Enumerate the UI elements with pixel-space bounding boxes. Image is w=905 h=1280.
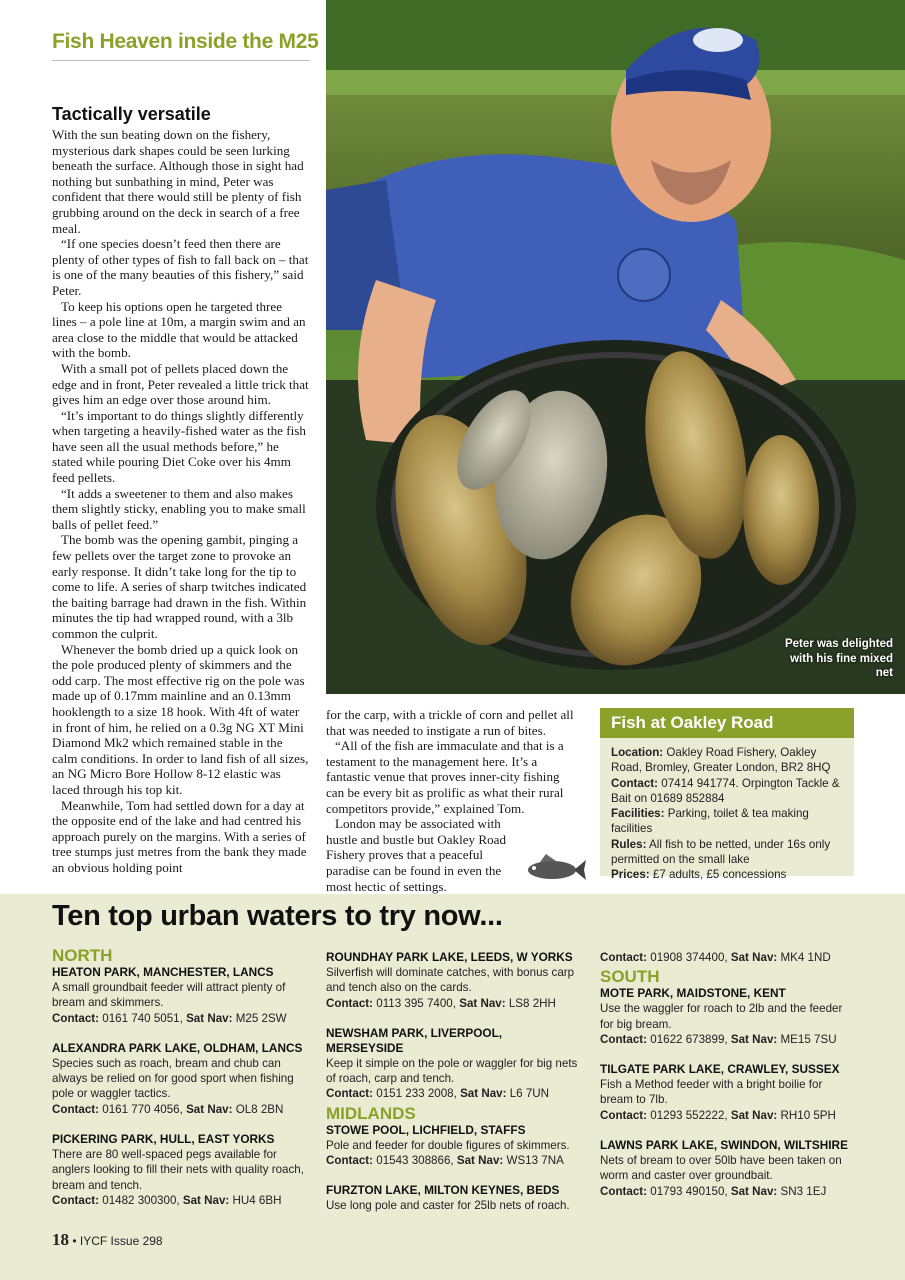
water-description: Species such as roach, bream and chub can always be relied on for good sport when fishing pole or waggler tactics. — [52, 1056, 294, 1101]
article-paragraph: for the carp, with a trickle of corn and pellet all that was needed to instigate a run of bites. — [326, 707, 574, 738]
contact-number: 01908 374400 — [650, 951, 725, 964]
location-value: Oakley Road Fishery, Oakley Road, Bromley, Greater London, BR2 8HQ — [611, 746, 831, 775]
water-name: TILGATE PARK LAKE, CRAWLEY, SUSSEX — [600, 1062, 840, 1077]
water-contact: Contact: 0161 770 4056, Sat Nav: OL8 2BN — [52, 1102, 284, 1116]
region-heading-south: SOUTH — [600, 967, 660, 987]
water-contact: Contact: 01622 673899, Sat Nav: ME15 7SU — [600, 1032, 837, 1046]
satnav-label: Sat Nav: — [186, 1011, 233, 1025]
waters-column-3 — [600, 950, 855, 1214]
water-description: Fish a Method feeder with a bright boilie for bream to 7lb. — [600, 1078, 823, 1107]
page-footer — [52, 1230, 163, 1250]
article-paragraph: The bomb was the opening gambit, pinging a few pellets over the target zone to provoke an early response. It didn’t take long for the tip to come to life. A series of sharp twitches indicated the baiting barrage had drawn in the fish. Within minutes the tip had wrapped round, with a 3lb common the culprit. — [52, 532, 307, 641]
contact-number: 01482 300300 — [102, 1193, 177, 1207]
water-contact: Contact: 0113 395 7400, Sat Nav: LS8 2HH — [326, 996, 556, 1010]
contact-label: Contact: — [326, 996, 374, 1010]
article-paragraph: Meanwhile, Tom had settled down for a day at the opposite end of the lake and had centred his approach purely on the margins. With a series of tree stumps just metres from the bank they made an obvious holding point — [52, 797, 307, 875]
issue-label: IYCF Issue 298 — [79, 1234, 163, 1248]
water-name: FURZTON LAKE, MILTON KEYNES, BEDS — [326, 1183, 560, 1198]
facilities-value: Parking, toilet & tea making facilities — [611, 807, 809, 836]
article-paragraph: “It’s important to do things slightly differently when targeting a heavily-fished water as the fish have seen all the usual methods before,” he stated while pouring Diet Coke over his 4mm feed pellets. — [52, 407, 306, 486]
region-heading-midlands: MIDLANDS — [326, 1103, 416, 1123]
water-name: ROUNDHAY PARK LAKE, LEEDS, W YORKS — [326, 950, 573, 964]
contact-label: Contact: — [326, 1154, 374, 1168]
satnav-code: ME15 7SU — [780, 1032, 837, 1046]
water-name: PICKERING PARK, HULL, EAST YORKS — [52, 1132, 275, 1147]
page-number: 18 — [52, 1230, 69, 1249]
prices-value: £7 adults, £5 concessions — [652, 868, 787, 882]
contact-number: 01622 673899 — [650, 1032, 725, 1046]
water-description: Use long pole and caster for 25lb nets of roach. — [326, 1199, 570, 1213]
water-contact: Contact: 01908 374400, Sat Nav: MK4 1ND — [600, 951, 831, 964]
article-heading: Tactically versatile — [52, 104, 211, 124]
satnav-code: L6 7UN — [509, 1087, 550, 1101]
rules-value: All fish to be netted, under 16s only permitted on the small lake — [611, 837, 831, 867]
water-description: A small groundbait feeder will attract plenty of bream and skimmers. — [52, 981, 286, 1010]
article-paragraph: To keep his options open he targeted three lines – a pole line at 10m, a margin swim and an area close to the middle that would be attacked with the bomb. — [52, 298, 306, 361]
contact-label: Contact: — [600, 1032, 648, 1046]
water-contact: Contact: 01293 552222, Sat Nav: RH10 5PH — [600, 1108, 836, 1122]
water-description: Silverfish will dominate catches, with bonus carp and tench also on the cards. — [326, 966, 575, 995]
contact-number: 0161 770 4056 — [102, 1102, 180, 1116]
contact-value: 07414 941774. Orpington Tackle & Bait on 01689 852884 — [611, 776, 840, 805]
satnav-code: RH10 5PH — [780, 1108, 836, 1122]
article-paragraph: “It adds a sweetener to them and also makes them slightly sticky, enabling you to make small balls of pellet feed.” — [52, 485, 306, 532]
urban-waters-title: Ten top urban waters to try now... — [52, 900, 503, 932]
satnav-label: Sat Nav: — [459, 996, 506, 1010]
fish-end-icon — [522, 852, 588, 886]
water-contact: Contact: 01482 300300, Sat Nav: HU4 6BH — [52, 1193, 282, 1207]
footer-bullet: • — [72, 1234, 77, 1248]
water-contact: Contact: 01543 308866, Sat Nav: WS13 7NA — [326, 1154, 564, 1168]
satnav-label: Sat Nav: — [186, 1102, 233, 1116]
article-left-column — [52, 104, 309, 876]
water-name: ALEXANDRA PARK LAKE, OLDHAM, LANCS — [52, 1040, 303, 1055]
section-title: Fish Heaven inside the M25 — [52, 30, 319, 53]
article-paragraph: “If one species doesn’t feed then there are plenty of other types of fish to fall back on – that is one of the many beauties of this fishery,” said Peter. — [52, 236, 309, 298]
water-name: MOTE PARK, MAIDSTONE, KENT — [600, 986, 786, 1001]
water-name: HEATON PARK, MANCHESTER, LANCS — [52, 965, 274, 979]
satnav-label: Sat Nav: — [182, 1193, 230, 1207]
water-description: Use the waggler for roach to 2lb and the feeder for big bream. — [600, 1002, 843, 1031]
satnav-label: Sat Nav: — [730, 951, 778, 964]
satnav-code: OL8 2BN — [235, 1102, 284, 1116]
waters-column-1 — [52, 947, 307, 1223]
satnav-code: WS13 7NA — [506, 1154, 564, 1168]
contact-number: 0113 395 7400 — [376, 996, 453, 1010]
water-description: There are 80 well-spaced pegs available for anglers looking to fill their nets with quality roach, bream and tench. — [52, 1148, 304, 1192]
satnav-code: MK4 1ND — [780, 951, 831, 964]
contact-number: 0151 233 2008 — [376, 1087, 454, 1101]
satnav-code: SN3 1EJ — [780, 1184, 827, 1198]
article-paragraph: With a small pot of pellets placed down the edge and in front, Peter revealed a little trick that gives him an edge over those around him. — [52, 360, 309, 408]
header-divider — [52, 60, 310, 61]
water-name: NEWSHAM PARK, LIVERPOOL, MERSEYSIDE — [326, 1025, 503, 1055]
contact-label: Contact: — [326, 1087, 374, 1101]
satnav-code: LS8 2HH — [508, 996, 556, 1010]
contact-label: Contact: — [600, 1108, 648, 1122]
article-paragraph: Whenever the bomb dried up a quick look on the pole produced plenty of skimmers and the odd carp. The most effective rig on the pole was made up of 0.17mm mainline and an 0.13mm hooklength to a size 18 hook. With 4ft of water in front of him, he relied on a 0.3g NG XT Mini Diamond Mk2 which remained stable in the calm conditions. In order to land fish of all sizes, an NG Micro Bore Hollow 8-12 elastic was laced through his top kit. — [52, 641, 309, 797]
satnav-label: Sat Nav: — [730, 1108, 778, 1122]
facilities-label: Facilities: — [611, 807, 665, 821]
urban-waters-panel — [0, 894, 905, 1280]
satnav-label: Sat Nav: — [460, 1087, 507, 1101]
satnav-label: Sat Nav: — [730, 1184, 778, 1198]
contact-label: Contact: — [52, 1011, 100, 1025]
water-name: STOWE POOL, LICHFIELD, STAFFS — [326, 1122, 526, 1137]
contact-number: 01293 552222 — [650, 1108, 725, 1122]
photo-caption: Peter was delighted with his fine mixed net — [784, 638, 893, 679]
satnav-label: Sat Nav: — [456, 1154, 504, 1168]
water-contact: Contact: 0161 740 5051, Sat Nav: M25 2SW — [52, 1011, 287, 1025]
article-paragraph: London may be associated with hustle and bustle but Oakley Road Fishery proves that a peaceful paradise can be found in even the most hectic of settings. — [326, 816, 507, 894]
water-contact: Contact: 01793 490150, Sat Nav: SN3 1EJ — [600, 1184, 827, 1198]
angler-photo — [326, 0, 905, 694]
contact-number: 01793 490150 — [650, 1184, 725, 1198]
prices-label: Prices: — [611, 868, 650, 882]
location-label: Location: — [611, 746, 664, 759]
water-description: Nets of bream to over 50lb have been taken on worm and caster over groundbait. — [600, 1154, 842, 1183]
contact-label: Contact: — [600, 1184, 648, 1198]
satnav-label: Sat Nav: — [730, 1032, 778, 1046]
waters-column-2 — [326, 950, 581, 1214]
water-contact: Contact: 0151 233 2008, Sat Nav: L6 7UN — [326, 1087, 550, 1101]
contact-label: Contact: — [52, 1102, 100, 1116]
info-box-body — [600, 738, 854, 883]
water-description: Pole and feeder for double figures of skimmers. — [326, 1138, 570, 1152]
info-box-title: Fish at Oakley Road — [600, 708, 854, 738]
contact-label: Contact: — [611, 776, 659, 790]
satnav-code: M25 2SW — [235, 1011, 287, 1025]
article-paragraph: With the sun beating down on the fishery, mysterious dark shapes could be seen lurking beneath the surface. Although those in sight had nothing but sunbathing in mind, Peter was confident that there would still be plenty of fish grubbing around on the deck in search of a free meal. — [52, 127, 304, 236]
contact-label: Contact: — [600, 951, 648, 964]
fishery-info-box — [600, 708, 854, 882]
rules-label: Rules: — [611, 837, 647, 851]
contact-label: Contact: — [52, 1193, 100, 1207]
region-heading-north: NORTH — [52, 946, 113, 965]
water-name: LAWNS PARK LAKE, SWINDON, WILTSHIRE — [600, 1138, 848, 1153]
water-description: Keep it simple on the pole or waggler for big nets of roach, carp and tench. — [326, 1056, 578, 1086]
contact-number: 0161 740 5051 — [102, 1011, 180, 1025]
contact-number: 01543 308866 — [376, 1154, 451, 1168]
article-paragraph: “All of the fish are immaculate and that is a testament to the management here. It’s a fantastic venue that proves inner-city fishing can be every bit as prolific as what their rural competitors provide,” explained Tom. — [326, 738, 564, 816]
satnav-code: HU4 6BH — [232, 1193, 282, 1207]
